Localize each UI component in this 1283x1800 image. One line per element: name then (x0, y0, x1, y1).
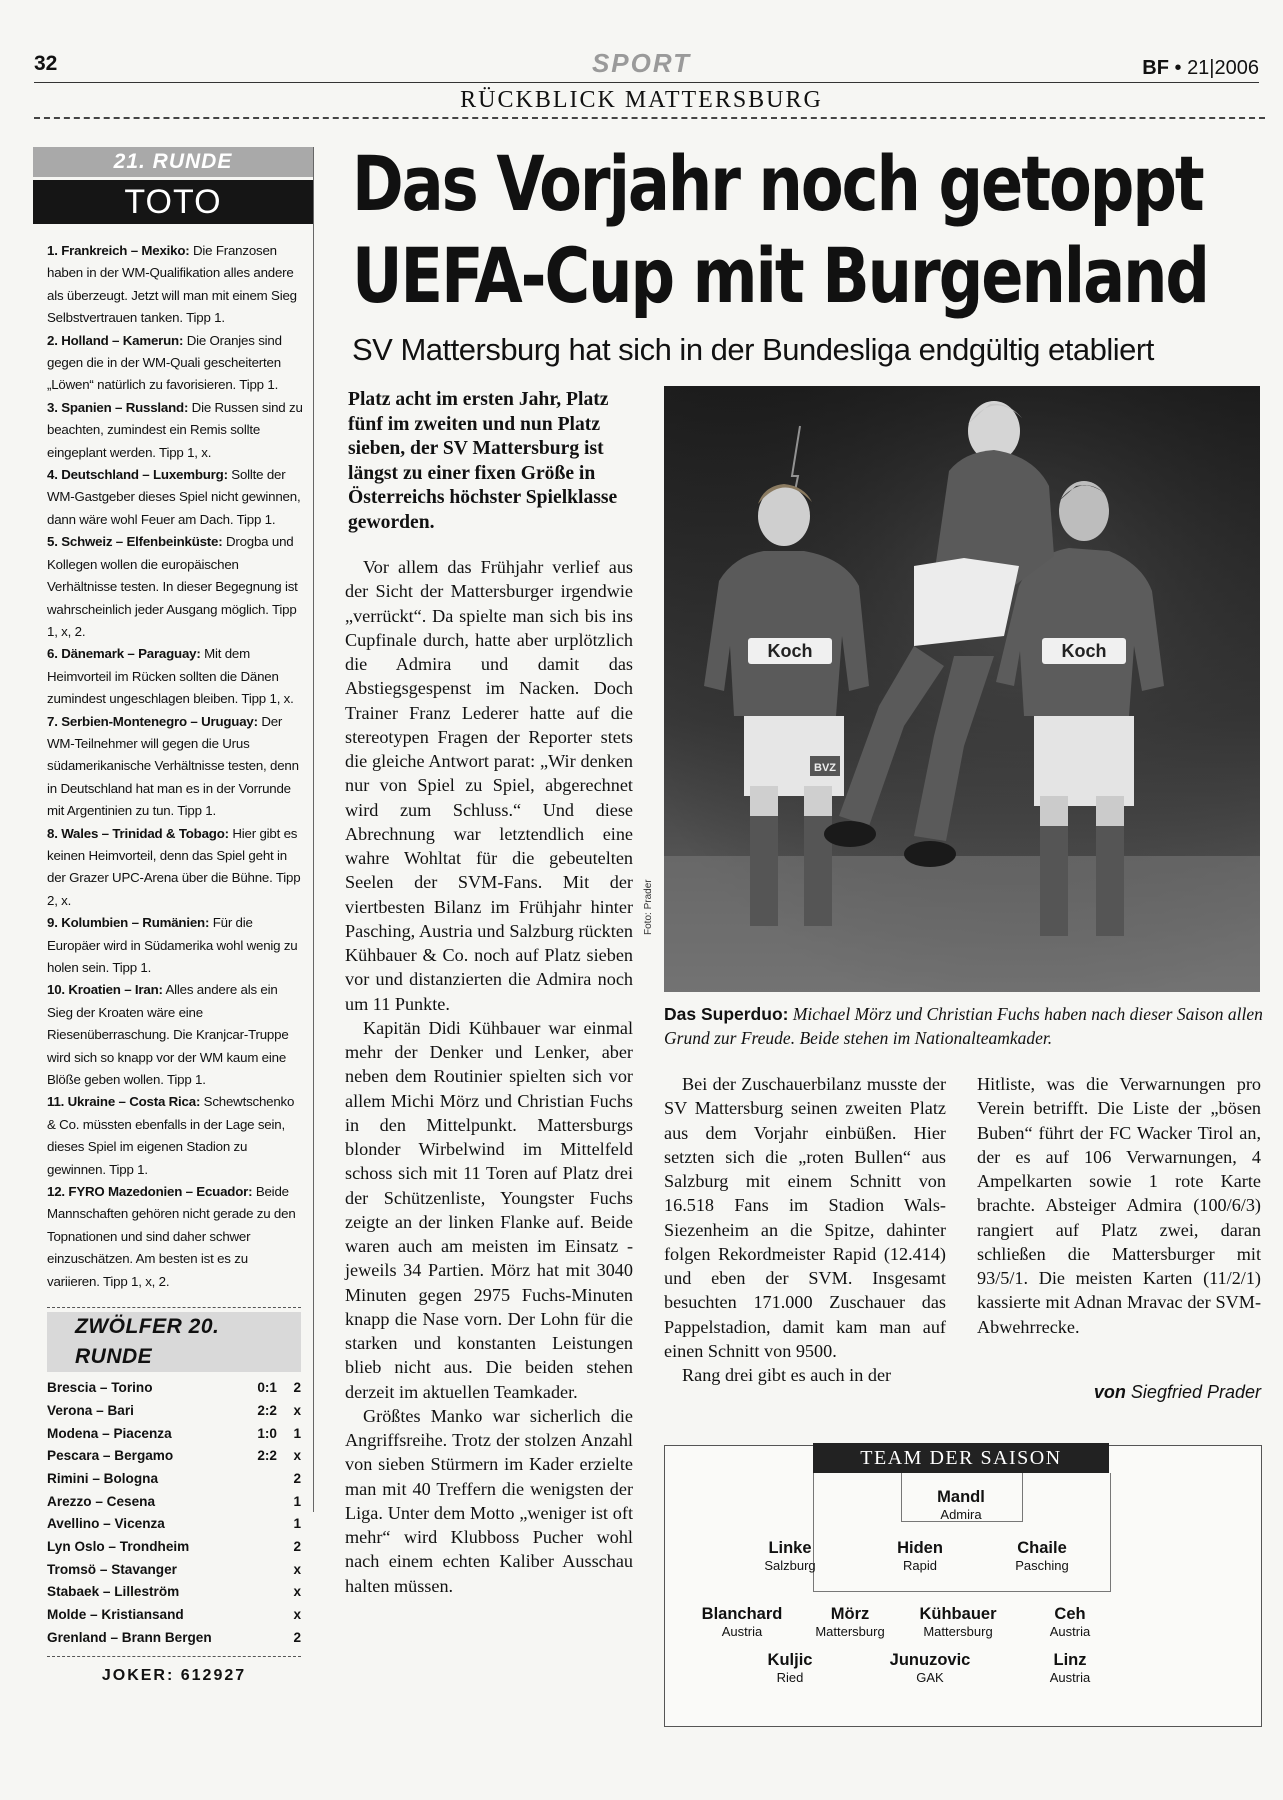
subheadline: SV Mattersburg hat sich in der Bundesliga endgültig etabliert (352, 332, 1154, 367)
paragraph: Bei der Zuschauerbilanz musste der SV Mattersburg seinen zweiten Platz aus dem Vorjahr einbüßen. Hier setzten sich die „roten Bullen“ aus Salzburg mit einem Schnitt von 16.518 Fans im Stadion Wals-Siezenheim an die Spitze, dahinter folgen Rekordmeister Rapid (12.414) und eben der SVM. Insgesamt besuchten 171.000 Zuschauer das Pappelstadion, damit kam man auf einen Schnitt von 9500. (664, 1074, 946, 1361)
match-tip: x (293, 1448, 301, 1464)
article-column-3 (977, 1072, 1261, 1339)
match-tip: 2 (293, 1470, 301, 1486)
match-score: 1:0 (257, 1425, 277, 1441)
article-column-2 (664, 1072, 946, 1387)
match-teams: Verona – Bari (47, 1402, 134, 1418)
toto-tip (47, 464, 303, 531)
toto-tip (47, 823, 303, 913)
match-score: 2:2 (257, 1448, 277, 1464)
match-row (47, 1627, 301, 1650)
caption-text: Michael Mörz und Christian Fuchs haben nach dieser Saison allen Grund zur Freude. Beide stehen im Nationalteamkader. (664, 1004, 1263, 1048)
tip-number: 10. (47, 982, 65, 998)
match-row (47, 1604, 301, 1627)
toto-tip (47, 1091, 303, 1181)
player-club: Salzburg (764, 1558, 816, 1573)
player-club: Admira (940, 1507, 982, 1522)
tip-text: Sollte der WM-Gastgeber dieses Spiel nicht gewinnen, dann wäre wohl Feuer am Dach. Tipp 1. (47, 467, 301, 527)
tip-text: Die Franzosen haben in der WM-Qualifikation alles andere als überzeugt. Jetzt will man mit einem Sieg Selbstvertrauen tanken. Tipp 1. (47, 243, 297, 326)
match-teams: Tromsö – Stavanger (47, 1561, 177, 1577)
issue-date: 21|2006 (1187, 57, 1259, 79)
article-column-1 (345, 555, 633, 1598)
match-teams: Molde – Kristiansand (47, 1607, 184, 1623)
tip-match: Ukraine – Costa Rica: (67, 1094, 201, 1110)
match-tip: x (293, 1402, 301, 1418)
byline (977, 1382, 1261, 1403)
match-score: 2:2 (257, 1402, 277, 1418)
issue-info (1142, 57, 1259, 80)
tip-number: 1. (47, 243, 58, 258)
tip-number: 9. (47, 915, 58, 931)
headline (352, 138, 1208, 322)
match-teams: Grenland – Brann Bergen (47, 1629, 212, 1645)
lineup-player (893, 1604, 1023, 1640)
match-score (237, 1604, 277, 1627)
match-tip: 1 (293, 1493, 301, 1509)
tip-number: 3. (47, 399, 58, 415)
player-name: Kuljic (767, 1651, 813, 1669)
paragraph: Größtes Manko war sicherlich die Angriffsreihe. Trotz der stolzen Anzahl von sieben Stürmern im Kader erzielte man mit 40 Treffern die wenigsten der Liga. Unter dem Motto „weniger ist oft mehr“ wird Klubboss Pucher wohl nach einem echten Kaliber Ausschau halten müssen. (345, 1405, 633, 1596)
toto-tips (47, 240, 303, 1293)
lineup-player (855, 1538, 985, 1574)
player-club: Mattersburg (923, 1624, 993, 1639)
caption-title: Das Superduo: (664, 1004, 789, 1024)
player-name: Linz (1053, 1651, 1087, 1669)
issue-separator: • (1174, 57, 1182, 79)
match-tip: 2 (293, 1380, 301, 1396)
toto-tip (47, 330, 303, 397)
photo-caption (664, 1002, 1264, 1050)
header-rule (34, 82, 1259, 83)
tip-text: Die Russen sind zu beachten, zumindest ein Remis sollte eingeplant werden. Tipp 1, x. (47, 399, 303, 460)
match-row (47, 1513, 301, 1536)
lead-paragraph: Platz acht im ersten Jahr, Platz fünf im zweiten und nun Platz sieben, der SV Mattersburg ist längst zu einer fixen Größe in Österreichs höchster Spielklasse geworden. (348, 389, 618, 533)
match-tip: 2 (293, 1539, 301, 1555)
tip-text: Mit dem Heimvorteil im Rücken sollten die Dänen zumindest ungeschlagen bleiben. Tipp 1, x. (47, 646, 294, 707)
tip-text: Für die Europäer wird in Südamerika wohl wenig zu holen sein. Tipp 1. (47, 915, 298, 975)
match-score (237, 1581, 277, 1604)
toto-tip (47, 912, 303, 979)
photo-shorts-sponsor: BVZ (814, 762, 836, 774)
lineup-player (725, 1538, 855, 1574)
lineup-player (977, 1538, 1107, 1574)
tip-number: 11. (47, 1094, 65, 1110)
tip-number: 2. (47, 332, 58, 348)
match-tip: x (293, 1584, 301, 1600)
tip-number: 8. (47, 825, 58, 841)
player-club: Austria (1049, 1624, 1091, 1639)
paragraph: Vor allem das Frühjahr verlief aus der Sicht der Mattersburger irgendwie „verrückt“. Da spielte man sich bis ins Cupfinale durch, hatte aber urplötzlich die Admira und damit das Abstiegsgespenst im Nacken. Doch Trainer Franz Lederer hatte auf die stereotypen Fragen der Reporter stets die gleiche Antwort parat: „Wir denken nur von Spiel zu Spiel, abgerechnet wird zum Schluss.“ Und diese Abrechnung war letztendlich eine wahre Wohltat für die gebeutelten Seelen der SVM-Fans. Mit der viertbesten Bilanz im Frühjahr hinter Pasching, Austria und Salzburg rückten Kühbauer & Co. noch auf Platz sieben vor und distanzierten die Admira noch um 11 Punkte. (345, 557, 633, 1014)
match-tip: 2 (293, 1629, 301, 1645)
tip-number: 5. (47, 534, 58, 550)
publication-mark: BF (1142, 57, 1169, 79)
player-name: Ceh (1054, 1605, 1086, 1623)
rubric: RÜCKBLICK MATTERSBURG (460, 87, 823, 113)
headline-line-1: Das Vorjahr noch getoppt (352, 139, 1203, 228)
tip-match: Wales – Trinidad & Tobago: (61, 825, 229, 841)
tip-match: Deutschland – Luxemburg: (61, 467, 228, 483)
toto-tip (47, 240, 303, 330)
toto-tip (47, 531, 303, 643)
match-row (47, 1581, 301, 1604)
match-row (47, 1468, 301, 1491)
joker-number: JOKER: 612927 (47, 1656, 301, 1685)
lineup-player (1005, 1604, 1135, 1640)
player-club: Mattersburg (815, 1624, 885, 1639)
tip-text: Hier gibt es keinen Heimvorteil, denn das Spiel geht in der Grazer UPC-Arena über die Bühne. Tipp 2, x. (47, 825, 301, 908)
match-teams: Modena – Piacenza (47, 1425, 172, 1441)
match-row (47, 1536, 301, 1559)
tip-match: Holland – Kamerun: (61, 332, 184, 348)
tip-match: Kroatien – Iran: (68, 982, 163, 998)
player-club: Pasching (1015, 1558, 1069, 1573)
photo-sponsor-right: Koch (1061, 641, 1107, 661)
section-title: SPORT (591, 48, 692, 78)
player-name: Mörz (830, 1605, 870, 1623)
match-score: 0:1 (257, 1380, 277, 1396)
match-teams: Stabaek – Lilleström (47, 1584, 180, 1600)
match-score (237, 1513, 277, 1536)
headline-line-2: UEFA-Cup mit Burgenland (352, 231, 1208, 320)
match-teams: Lyn Oslo – Trondheim (47, 1539, 190, 1555)
player-club: Austria (721, 1624, 763, 1639)
tip-text: Beide Mannschaften gehören nicht gerade zu den Topnationen und sind daher schwer einzuschätzen. Am besten ist es zu variieren. Tipp 1, x, 2. (47, 1184, 296, 1289)
match-teams: Rimini – Bologna (47, 1470, 159, 1486)
match-tip: x (293, 1561, 301, 1577)
player-name: Blanchard (701, 1605, 783, 1623)
tip-match: Serbien-Montenegro – Uruguay: (61, 713, 258, 729)
match-row (47, 1491, 301, 1514)
photo-sponsor-left: Koch (767, 641, 813, 661)
paragraph: Rang drei gibt es auch in der (682, 1365, 892, 1385)
match-teams: Brescia – Torino (47, 1380, 153, 1396)
zwolfer-matches (47, 1377, 301, 1649)
tip-number: 12. (47, 1184, 65, 1200)
match-row (47, 1423, 301, 1446)
toto-band: TOTO (33, 180, 313, 224)
lineup-player (865, 1650, 995, 1686)
match-teams: Arezzo – Cesena (47, 1493, 156, 1509)
player-name: Chaile (1017, 1539, 1067, 1557)
tip-text: Der WM-Teilnehmer will gegen die Urus südamerikanische Verhältnisse testen, denn in Deutschland hat man es in der Vorrunde mit Argentinien zu tun. Tipp 1. (47, 713, 299, 819)
byline-prefix: von (1093, 1382, 1126, 1402)
player-name: Mandl (937, 1488, 985, 1506)
dashed-divider (34, 117, 1265, 119)
round-band: 21. RUNDE (33, 147, 313, 177)
tip-match: Kolumbien – Rumänien: (61, 915, 210, 931)
player-name: Hiden (897, 1539, 943, 1557)
toto-tip (47, 397, 303, 464)
match-tip: x (293, 1607, 301, 1623)
zwolfer-section (47, 1307, 301, 1684)
match-score (237, 1627, 277, 1650)
match-row (47, 1445, 301, 1468)
toto-tip (47, 979, 303, 1091)
tip-number: 4. (47, 467, 58, 483)
tip-text: Alles andere als ein Sieg der Kroaten wäre eine Riesenüberraschung. Die Kranjcar-Truppe wird sich so knapp vor der WM kaum eine Blöße geben wollen. Tipp 1. (47, 982, 289, 1088)
player-club: Ried (776, 1670, 804, 1685)
match-score (237, 1559, 277, 1582)
toto-tip (47, 1181, 303, 1293)
match-tip: 1 (293, 1425, 301, 1441)
player-name: Linke (768, 1539, 812, 1557)
player-club: Austria (1049, 1670, 1091, 1685)
lineup-player (1005, 1650, 1135, 1686)
tip-match: Spanien – Russland: (61, 399, 189, 415)
player-name: Kühbauer (919, 1605, 997, 1623)
match-score (237, 1536, 277, 1559)
match-row (47, 1377, 301, 1400)
tip-match: Dänemark – Paraguay: (61, 646, 201, 662)
team-of-season-box (664, 1445, 1262, 1727)
paragraph: Hitliste, was die Verwarnungen pro Verein betrifft. Die Liste der „bösen Buben“ führt der FC Wacker Tirol an, der es auf 106 Verwarnungen, 4 Ampelkarten sowie 1 rote Karte brachte. Absteiger Admira (100/6/3) rangiert auf Platz zwei, daran schließen die Mattersburger mit 93/5/1. Die meisten Karten (11/2/1) kassierte mit Adnan Mravac der SVM-Abwehrrecke. (977, 1074, 1261, 1337)
zwolfer-title: ZWÖLFER 20. RUNDE (47, 1312, 301, 1372)
match-teams: Pescara – Bergamo (47, 1448, 174, 1464)
toto-tip (47, 643, 303, 710)
match-row (47, 1400, 301, 1423)
tip-match: FYRO Mazedonien – Ecuador: (68, 1184, 253, 1200)
photo-credit: Foto: Prader (643, 879, 654, 935)
player-club: GAK (916, 1670, 944, 1685)
match-score (237, 1491, 277, 1514)
lineup-player (896, 1487, 1026, 1523)
player-club: Rapid (903, 1558, 937, 1573)
toto-sidebar (33, 147, 314, 1684)
match-teams: Avellino – Vicenza (47, 1516, 165, 1532)
page-number: 32 (34, 52, 58, 75)
tip-number: 6. (47, 646, 58, 662)
lineup-player (725, 1650, 855, 1686)
tip-text: Drogba und Kollegen wollen die europäischen Verhältnisse testen. In dieser Begegnung ist wahrscheinlich jeder Ausgang möglich. Tipp 1, x, 2. (47, 534, 298, 639)
match-score (237, 1468, 277, 1491)
match-tip: 1 (293, 1516, 301, 1532)
match-row (47, 1559, 301, 1582)
tip-match: Frankreich – Mexiko: (61, 243, 190, 258)
team-of-season-title: TEAM DER SAISON (813, 1443, 1109, 1473)
paragraph: Kapitän Didi Kühbauer war einmal mehr der Denker und Lenker, aber neben dem Routinier spielten sich vor allem Michi Mörz und Christian Fuchs in den Mittelpunkt. Mattersburgs blonder Wirbelwind im Mittelfeld schoss sich mit 11 Toren auf Platz drei der Schützenliste, Youngster Fuchs zeigte an der linken Flanke auf. Beide waren auch am meisten im Einsatz - jeweils 34 Partien. Mörz hat mit 3040 Minuten gegen 2975 Fuchs-Minuten knapp die Nase vorn. Der Lohn für die starken und konstanten Leistungen blieb nicht aus. Die beiden stehen derzeit im aktuellen Teamkader. (345, 1017, 633, 1402)
tip-number: 7. (47, 713, 58, 729)
tip-match: Schweiz – Elfenbeinküste: (61, 534, 223, 550)
tip-text: Die Oranjes sind gegen die in der WM-Quali gescheiterten „Löwen“ natürlich zu favorisieren. Tipp 1. (47, 332, 282, 393)
byline-author: Siegfried Prader (1130, 1382, 1261, 1402)
player-name: Junuzovic (889, 1651, 971, 1669)
tip-text: Schewtschenko & Co. müssten ebenfalls in der Lage sein, dieses Spiel im eigenen Stadion zu gewinnen. Tipp 1. (47, 1094, 295, 1177)
team-celebration-photo (664, 386, 1260, 992)
toto-tip (47, 711, 303, 823)
